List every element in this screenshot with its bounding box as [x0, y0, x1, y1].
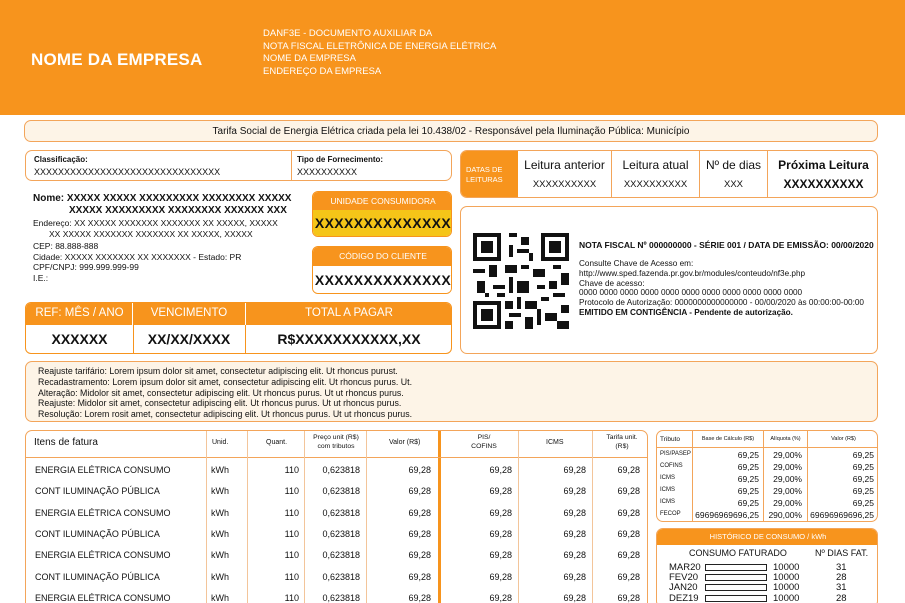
- classificacao-box: [25, 150, 452, 181]
- item-cell: 69,28: [489, 507, 512, 518]
- numero-dias-value: XXX: [723, 179, 743, 190]
- item-cell: 69,28: [563, 507, 586, 518]
- item-cell: 69,28: [617, 507, 640, 518]
- tributo-cell: 29,00%: [773, 486, 802, 496]
- item-cell: 69,28: [617, 528, 640, 539]
- danfe-title-block: [263, 28, 496, 78]
- item-cell: 0,623818: [322, 465, 360, 475]
- tributo-cell: 69,25: [737, 498, 759, 508]
- chave-acesso-label: Chave de acesso:: [579, 278, 645, 288]
- itens-header-pis-cofins: PIS/ COFINS: [471, 434, 497, 450]
- mensagem-line: Reajuste tarifário: Lorem ipsum dolor sit amet, consectetur adipiscing elit. Ut rhoncus purust.: [38, 366, 398, 376]
- tributo-cell: 69,25: [852, 498, 874, 508]
- tributo-cell: 69,25: [852, 462, 874, 472]
- item-cell: 69,28: [489, 486, 512, 497]
- protocolo-autorizacao: Protocolo de Autorização: 0000000000000000 - 00/00/2020 às 00:00:00-00:00: [579, 298, 864, 308]
- nota-fiscal-details: [579, 259, 864, 318]
- leitura-atual-value: XXXXXXXXXX: [623, 179, 688, 190]
- cliente-cpf: CPF/CNPJ: 999.999.999-99: [33, 262, 139, 273]
- item-cell: 69,28: [489, 571, 512, 582]
- item-cell: 69,28: [408, 465, 431, 475]
- cliente-nome-line2: XXXXX XXXXXXXXX XXXXXXXX XXXXXX XXX: [69, 205, 287, 216]
- historico-mes: JAN20: [669, 582, 698, 594]
- tributos-header-valor: Valor (R$): [831, 436, 856, 442]
- item-cell: kWh: [211, 486, 229, 497]
- historico-col-consumo: CONSUMO FATURADO: [689, 548, 787, 558]
- tipo-fornecimento-value: XXXXXXXXXX: [297, 167, 358, 177]
- mensagens-box: [25, 361, 878, 422]
- historico-mes: DEZ19: [669, 592, 699, 603]
- tributo-nome: COFINS: [660, 463, 683, 469]
- ref-mes-ano-value: XXXXXX: [51, 331, 108, 347]
- cliente-nome-block: [33, 193, 291, 217]
- tributos-box: [656, 430, 878, 522]
- item-cell: 0,623818: [322, 571, 360, 582]
- leitura-anterior-label: Leitura anterior: [524, 158, 605, 172]
- proxima-leitura-value: XXXXXXXXXX: [783, 177, 864, 191]
- codigo-cliente-label: CÓDIGO DO CLIENTE: [313, 247, 452, 266]
- vencimento-value: XX/XX/XXXX: [147, 331, 231, 347]
- nota-fiscal-title: NOTA FISCAL Nº 000000000 - SÉRIE 001 / DATA DE EMISSÃO: 00/00/2020: [579, 240, 874, 250]
- itens-header-unid: Unid.: [212, 439, 229, 446]
- item-cell: 69,28: [489, 592, 512, 603]
- item-cell: kWh: [211, 507, 229, 518]
- mensagem-line: Recadastramento: Lorem ipsum dolor sit amet, consectetur adipiscing elit. Ut rhoncus purus. Ut.: [38, 376, 413, 387]
- total-pagar-value: R$XXXXXXXXXXX,XX: [277, 331, 421, 347]
- leitura-atual-label: Leitura atual: [622, 158, 689, 172]
- tributo-cell: 290,00%: [768, 510, 802, 520]
- itens-header-tarifa: Tarifa unit. (R$): [606, 434, 638, 450]
- cliente-cidade: Cidade: XXXXX XXXXXXX XX XXXXXXX - Estado: PR: [33, 251, 242, 262]
- leituras-box: [460, 150, 878, 198]
- item-cell: 0,623818: [322, 507, 360, 518]
- cliente-endereco-block: [33, 218, 278, 284]
- tributo-cell: 69,25: [852, 486, 874, 496]
- historico-kwh: 10000: [773, 562, 800, 573]
- item-cell: kWh: [211, 550, 229, 561]
- tributo-nome: ICMS: [660, 475, 675, 481]
- cliente-ie: I.E.:: [33, 272, 49, 283]
- consulte-text: Consulte Chave de Acesso em:: [579, 259, 694, 268]
- historico-bar: [705, 564, 767, 571]
- item-cell: 110: [284, 550, 299, 561]
- tipo-fornecimento-label: Tipo de Fornecimento:: [297, 155, 384, 164]
- tributo-cell: 69,25: [737, 486, 759, 496]
- item-cell: 69,28: [563, 528, 586, 539]
- historico-mes: MAR20: [669, 562, 701, 573]
- historico-mes: FEV20: [669, 572, 699, 584]
- item-cell: 69,28: [408, 528, 431, 539]
- item-cell: 110: [284, 592, 299, 603]
- historico-col-dias: Nº DIAS FAT.: [815, 548, 869, 558]
- mensagem-line: Alteração: Midolor sit amet, consectetur adipiscing elit. Ut rhoncus purus. Ut ut rhoncus purus.: [38, 387, 404, 398]
- historico-dias: 28: [836, 592, 847, 603]
- item-cell: 69,28: [408, 550, 431, 561]
- nota-fiscal-box: [460, 206, 878, 354]
- tributo-nome: PIS/PASEP: [660, 451, 691, 457]
- ref-vencimento-total-box: [25, 302, 452, 354]
- item-cell: 69,28: [563, 550, 586, 561]
- historico-bar: [705, 595, 767, 602]
- vencimento-label: VENCIMENTO: [150, 307, 228, 319]
- tributos-header-aliquota: Alíquota (%): [770, 436, 801, 442]
- item-cell: kWh: [211, 592, 229, 603]
- item-descricao: ENERGIA ELÉTRICA CONSUMO: [35, 550, 171, 561]
- item-cell: 0,623818: [322, 592, 360, 603]
- classificacao-label: Classificação:: [34, 155, 88, 164]
- item-cell: 110: [284, 486, 299, 497]
- item-cell: kWh: [211, 465, 229, 475]
- item-cell: kWh: [211, 528, 229, 539]
- item-cell: 69,28: [563, 486, 586, 497]
- qr-code-icon: [473, 233, 569, 329]
- itens-fatura-box: [25, 430, 648, 603]
- historico-dias: 31: [836, 562, 847, 573]
- danfe-line: NOTA FISCAL ELETRÔNICA DE ENERGIA ELÉTRICA: [263, 40, 497, 52]
- chave-acesso-value: 0000 0000 0000 0000 0000 0000 0000 0000 0000 0000 0000: [579, 288, 803, 298]
- proxima-leitura-label: Próxima Leitura: [778, 158, 869, 172]
- tributo-cell: 69,25: [737, 462, 759, 472]
- itens-header-quant: Quant.: [266, 439, 288, 446]
- total-pagar-label: TOTAL A PAGAR: [305, 307, 393, 319]
- item-descricao: CONT ILUMINAÇÃO PÚBLICA: [35, 571, 160, 582]
- tributos-header-base: Base de Cálculo (R$): [701, 436, 755, 442]
- tributo-nome: ICMS: [660, 487, 675, 493]
- mensagem-line: Resolução: Lorem rosit amet, consectetur adipiscing elit. Ut rhoncus purus. Ut ut rhoncus purus.: [38, 409, 413, 420]
- cliente-endereco-line2: XX XXXXX XXXXXXX XXXXXXX XX XXXXX, XXXXX: [49, 228, 253, 239]
- historico-bar: [705, 584, 767, 591]
- item-cell: 110: [284, 571, 299, 582]
- item-descricao: CONT ILUMINAÇÃO PÚBLICA: [35, 528, 160, 539]
- item-cell: 69,28: [489, 550, 512, 561]
- classificacao-value: XXXXXXXXXXXXXXXXXXXXXXXXXXXXXXX: [34, 167, 221, 177]
- itens-header-valor: Valor (R$): [389, 439, 421, 446]
- itens-header-preco: Preço unit (R$) com tributos: [313, 434, 359, 450]
- cliente-nome-label: Nome:: [33, 193, 65, 204]
- itens-header-descricao: Itens de fatura: [34, 437, 98, 448]
- item-cell: 110: [284, 507, 299, 518]
- item-cell: 110: [284, 465, 299, 475]
- item-cell: kWh: [211, 571, 229, 582]
- codigo-cliente-box: [312, 246, 452, 294]
- cliente-endereco-line1: Endereço: XX XXXXX XXXXXXX XXXXXXX XX XXXXX, XXXXX: [33, 218, 278, 228]
- item-cell: 69,28: [563, 592, 586, 603]
- consulte-url[interactable]: http://www.sped.fazenda.pr.gov.br/modules/conteudo/nf3e.php: [579, 268, 806, 278]
- item-cell: 69,28: [617, 571, 640, 582]
- item-cell: 69,28: [408, 592, 431, 603]
- mensagem-line: Reajuste: Midolor sit amet, consectetur adipiscing elit. Ut rhoncus purus. Ut ut rhoncus purus.: [38, 398, 402, 409]
- tributo-cell: 29,00%: [773, 462, 802, 472]
- item-cell: 69,28: [408, 486, 431, 497]
- item-cell: 69,28: [563, 465, 586, 475]
- item-cell: 69,28: [408, 507, 431, 518]
- item-descricao: ENERGIA ELÉTRICA CONSUMO: [35, 592, 171, 603]
- contingencia-text: EMITIDO EM CONTIGÊNCIA - Pendente de autorização.: [579, 307, 793, 317]
- historico-bar: [705, 574, 767, 581]
- datas-leituras-label: DATAS DE LEITURAS: [461, 151, 518, 198]
- itens-header-icms: ICMS: [546, 439, 564, 446]
- numero-dias-label: Nº de dias: [705, 158, 762, 172]
- historico-title: HISTÓRICO DE CONSUMO / kWh: [657, 529, 878, 545]
- tributo-cell: 29,00%: [773, 498, 802, 508]
- item-cell: 0,623818: [322, 550, 360, 561]
- item-cell: 69,28: [617, 486, 640, 497]
- tributo-cell: 29,00%: [773, 474, 802, 484]
- item-descricao: ENERGIA ELÉTRICA CONSUMO: [35, 507, 171, 518]
- item-cell: 69,28: [489, 528, 512, 539]
- tributo-nome: ICMS: [660, 499, 675, 505]
- item-cell: 69,28: [617, 592, 640, 603]
- item-cell: 69,28: [489, 465, 512, 475]
- historico-kwh: 10000: [773, 572, 800, 584]
- unidade-consumidora-box: [312, 191, 452, 237]
- historico-dias: 28: [836, 572, 847, 584]
- item-cell: 69,28: [617, 465, 640, 475]
- unidade-consumidora-label: UNIDADE CONSUMIDORA: [313, 192, 452, 210]
- item-cell: 69,28: [617, 550, 640, 561]
- unidade-consumidora-value: XXXXXXXXXXXXXX: [313, 210, 452, 237]
- tributo-cell: 69,25: [852, 474, 874, 484]
- item-descricao: CONT ILUMINAÇÃO PÚBLICA: [35, 486, 160, 497]
- tributo-nome: FECOP: [660, 511, 681, 517]
- tributo-cell: 69,25: [737, 474, 759, 484]
- cliente-nome-line1: XXXXX XXXXX XXXXXXXXX XXXXXXXX XXXXX: [66, 193, 292, 204]
- item-cell: 0,623818: [322, 486, 360, 497]
- item-descricao: ENERGIA ELÉTRICA CONSUMO: [35, 465, 171, 475]
- tributo-cell: 29,00%: [773, 450, 802, 460]
- cliente-cep: CEP: 88.888-888: [33, 241, 99, 252]
- tributo-cell: 69696969696,25: [695, 510, 759, 520]
- tributos-header-tributo: Tributo: [660, 436, 680, 443]
- ref-mes-ano-label: REF: MÊS / ANO: [35, 307, 124, 319]
- tributo-cell: 69,25: [737, 450, 759, 460]
- item-cell: 69,28: [563, 571, 586, 582]
- historico-kwh: 10000: [773, 582, 800, 594]
- tributo-cell: 69696969696,25: [810, 510, 874, 520]
- historico-kwh: 10000: [773, 592, 800, 603]
- danfe-line: NOME DA EMPRESA: [263, 53, 356, 65]
- danfe-line: ENDEREÇO DA EMPRESA: [263, 65, 382, 77]
- historico-dias: 31: [836, 582, 847, 594]
- tributo-cell: 69,25: [852, 450, 874, 460]
- item-cell: 0,623818: [322, 528, 360, 539]
- historico-consumo-box: [656, 528, 878, 603]
- codigo-cliente-value: XXXXXXXXXXXXXX: [313, 266, 452, 294]
- item-cell: 110: [284, 528, 299, 539]
- company-name: NOME DA EMPRESA: [31, 50, 203, 69]
- danfe-line: DANF3E - DOCUMENTO AUXILIAR DA: [263, 28, 433, 39]
- tarifa-social-banner: Tarifa Social de Energia Elétrica criada pela lei 10.438/02 - Responsável pela Iluminação Pública: Município: [24, 120, 878, 142]
- item-cell: 69,28: [408, 571, 431, 582]
- leitura-anterior-value: XXXXXXXXXX: [532, 179, 597, 190]
